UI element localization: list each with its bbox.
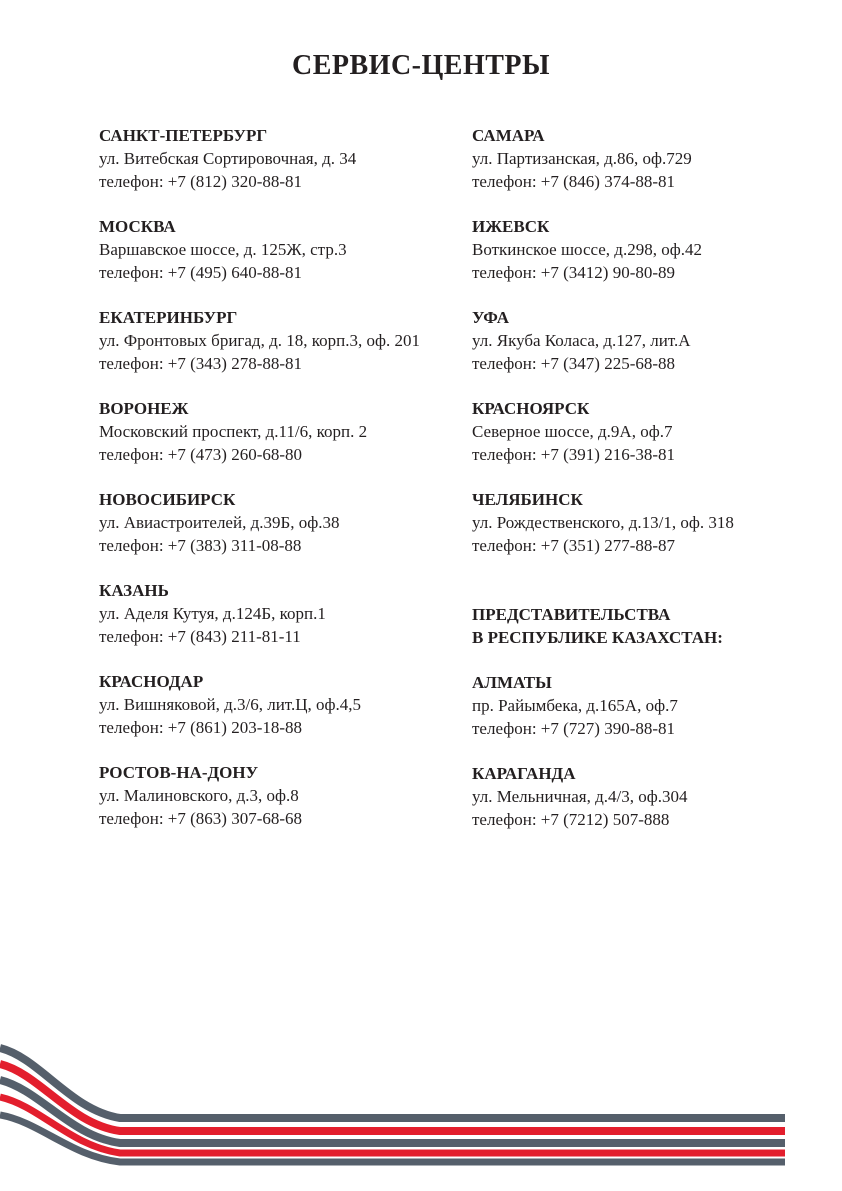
section-title-line-2: В РЕСПУБЛИКЕ КАЗАХСТАН:	[472, 628, 723, 647]
representative-office-entry	[472, 762, 812, 853]
phone: телефон: +7 (3412) 90-80-89	[472, 263, 676, 282]
service-center-entry	[472, 488, 812, 579]
city-name: КРАСНОЯРСК	[472, 399, 590, 418]
gray-stripe	[0, 1048, 785, 1118]
address: ул. Витебская Сортировочная, д. 34	[99, 149, 357, 168]
city-name: ЕКАТЕРИНБУРГ	[99, 308, 238, 327]
section-title-line-1: ПРЕДСТАВИТЕЛЬСТВА	[472, 605, 671, 624]
service-center-entry	[472, 306, 812, 397]
service-center-entry	[472, 124, 812, 215]
address: Воткинское шоссе, д.298, оф.42	[472, 240, 702, 259]
service-center-entry	[99, 579, 459, 670]
phone: телефон: +7 (473) 260-68-80	[99, 445, 303, 464]
phone: телефон: +7 (812) 320-88-81	[99, 172, 303, 191]
service-center-entry	[99, 397, 459, 488]
service-center-entry	[99, 761, 459, 852]
city-name: НОВОСИБИРСК	[99, 490, 236, 509]
address: ул. Фронтовых бригад, д. 18, корп.3, оф. 201	[99, 331, 420, 350]
city-name: ЧЕЛЯБИНСК	[472, 490, 583, 509]
city-name: АЛМАТЫ	[472, 673, 552, 692]
address: ул. Партизанская, д.86, оф.729	[472, 149, 692, 168]
city-name: ВОРОНЕЖ	[99, 399, 189, 418]
city-name: КАРАГАНДА	[472, 764, 576, 783]
left-column	[99, 124, 459, 852]
address: Московский проспект, д.11/6, корп. 2	[99, 422, 368, 441]
address: ул. Вишняковой, д.3/6, лит.Ц, оф.4,5	[99, 695, 361, 714]
service-center-entry	[99, 488, 459, 579]
address: ул. Якуба Коласа, д.127, лит.А	[472, 331, 691, 350]
address: ул. Мельничная, д.4/3, оф.304	[472, 787, 688, 806]
phone: телефон: +7 (347) 225-68-88	[472, 354, 676, 373]
city-name: УФА	[472, 308, 510, 327]
phone: телефон: +7 (391) 216-38-81	[472, 445, 676, 464]
phone: телефон: +7 (343) 278-88-81	[99, 354, 303, 373]
city-name: ИЖЕВСК	[472, 217, 550, 236]
city-name: КАЗАНЬ	[99, 581, 169, 600]
decorative-wave-stripes	[0, 1030, 842, 1191]
address: пр. Райымбека, д.165А, оф.7	[472, 696, 678, 715]
kazakhstan-section-heading	[472, 603, 812, 671]
city-name: МОСКВА	[99, 217, 176, 236]
page-title: СЕРВИС-ЦЕНТРЫ	[291, 50, 550, 81]
service-center-entry	[472, 215, 812, 306]
service-center-entry	[99, 670, 459, 761]
service-center-entry	[99, 215, 459, 306]
phone: телефон: +7 (495) 640-88-81	[99, 263, 303, 282]
representative-office-entry	[472, 671, 812, 762]
phone: телефон: +7 (861) 203-18-88	[99, 718, 303, 737]
service-center-entry	[99, 306, 459, 397]
phone: телефон: +7 (863) 307-68-68	[99, 809, 303, 828]
address: ул. Авиастроителей, д.39Б, оф.38	[99, 513, 340, 532]
service-center-entry	[99, 124, 459, 215]
phone: телефон: +7 (383) 311-08-88	[99, 536, 302, 555]
section-spacer	[472, 579, 812, 603]
right-column	[472, 124, 812, 853]
phone: телефон: +7 (846) 374-88-81	[472, 172, 676, 191]
city-name: КРАСНОДАР	[99, 672, 204, 691]
phone: телефон: +7 (727) 390-88-81	[472, 719, 676, 738]
address: ул. Малиновского, д.3, оф.8	[99, 786, 299, 805]
address: ул. Аделя Кутуя, д.124Б, корп.1	[99, 604, 326, 623]
city-name: САМАРА	[472, 126, 545, 145]
service-center-entry	[472, 397, 812, 488]
city-name: РОСТОВ-НА-ДОНУ	[99, 763, 259, 782]
address: Северное шоссе, д.9А, оф.7	[472, 422, 673, 441]
city-name: САНКТ-ПЕТЕРБУРГ	[99, 126, 268, 145]
phone: телефон: +7 (843) 211-81-11	[99, 627, 301, 646]
phone: телефон: +7 (351) 277-88-87	[472, 536, 676, 555]
phone: телефон: +7 (7212) 507-888	[472, 810, 670, 829]
address: ул. Рождественского, д.13/1, оф. 318	[472, 513, 734, 532]
address: Варшавское шоссе, д. 125Ж, стр.3	[99, 240, 347, 259]
